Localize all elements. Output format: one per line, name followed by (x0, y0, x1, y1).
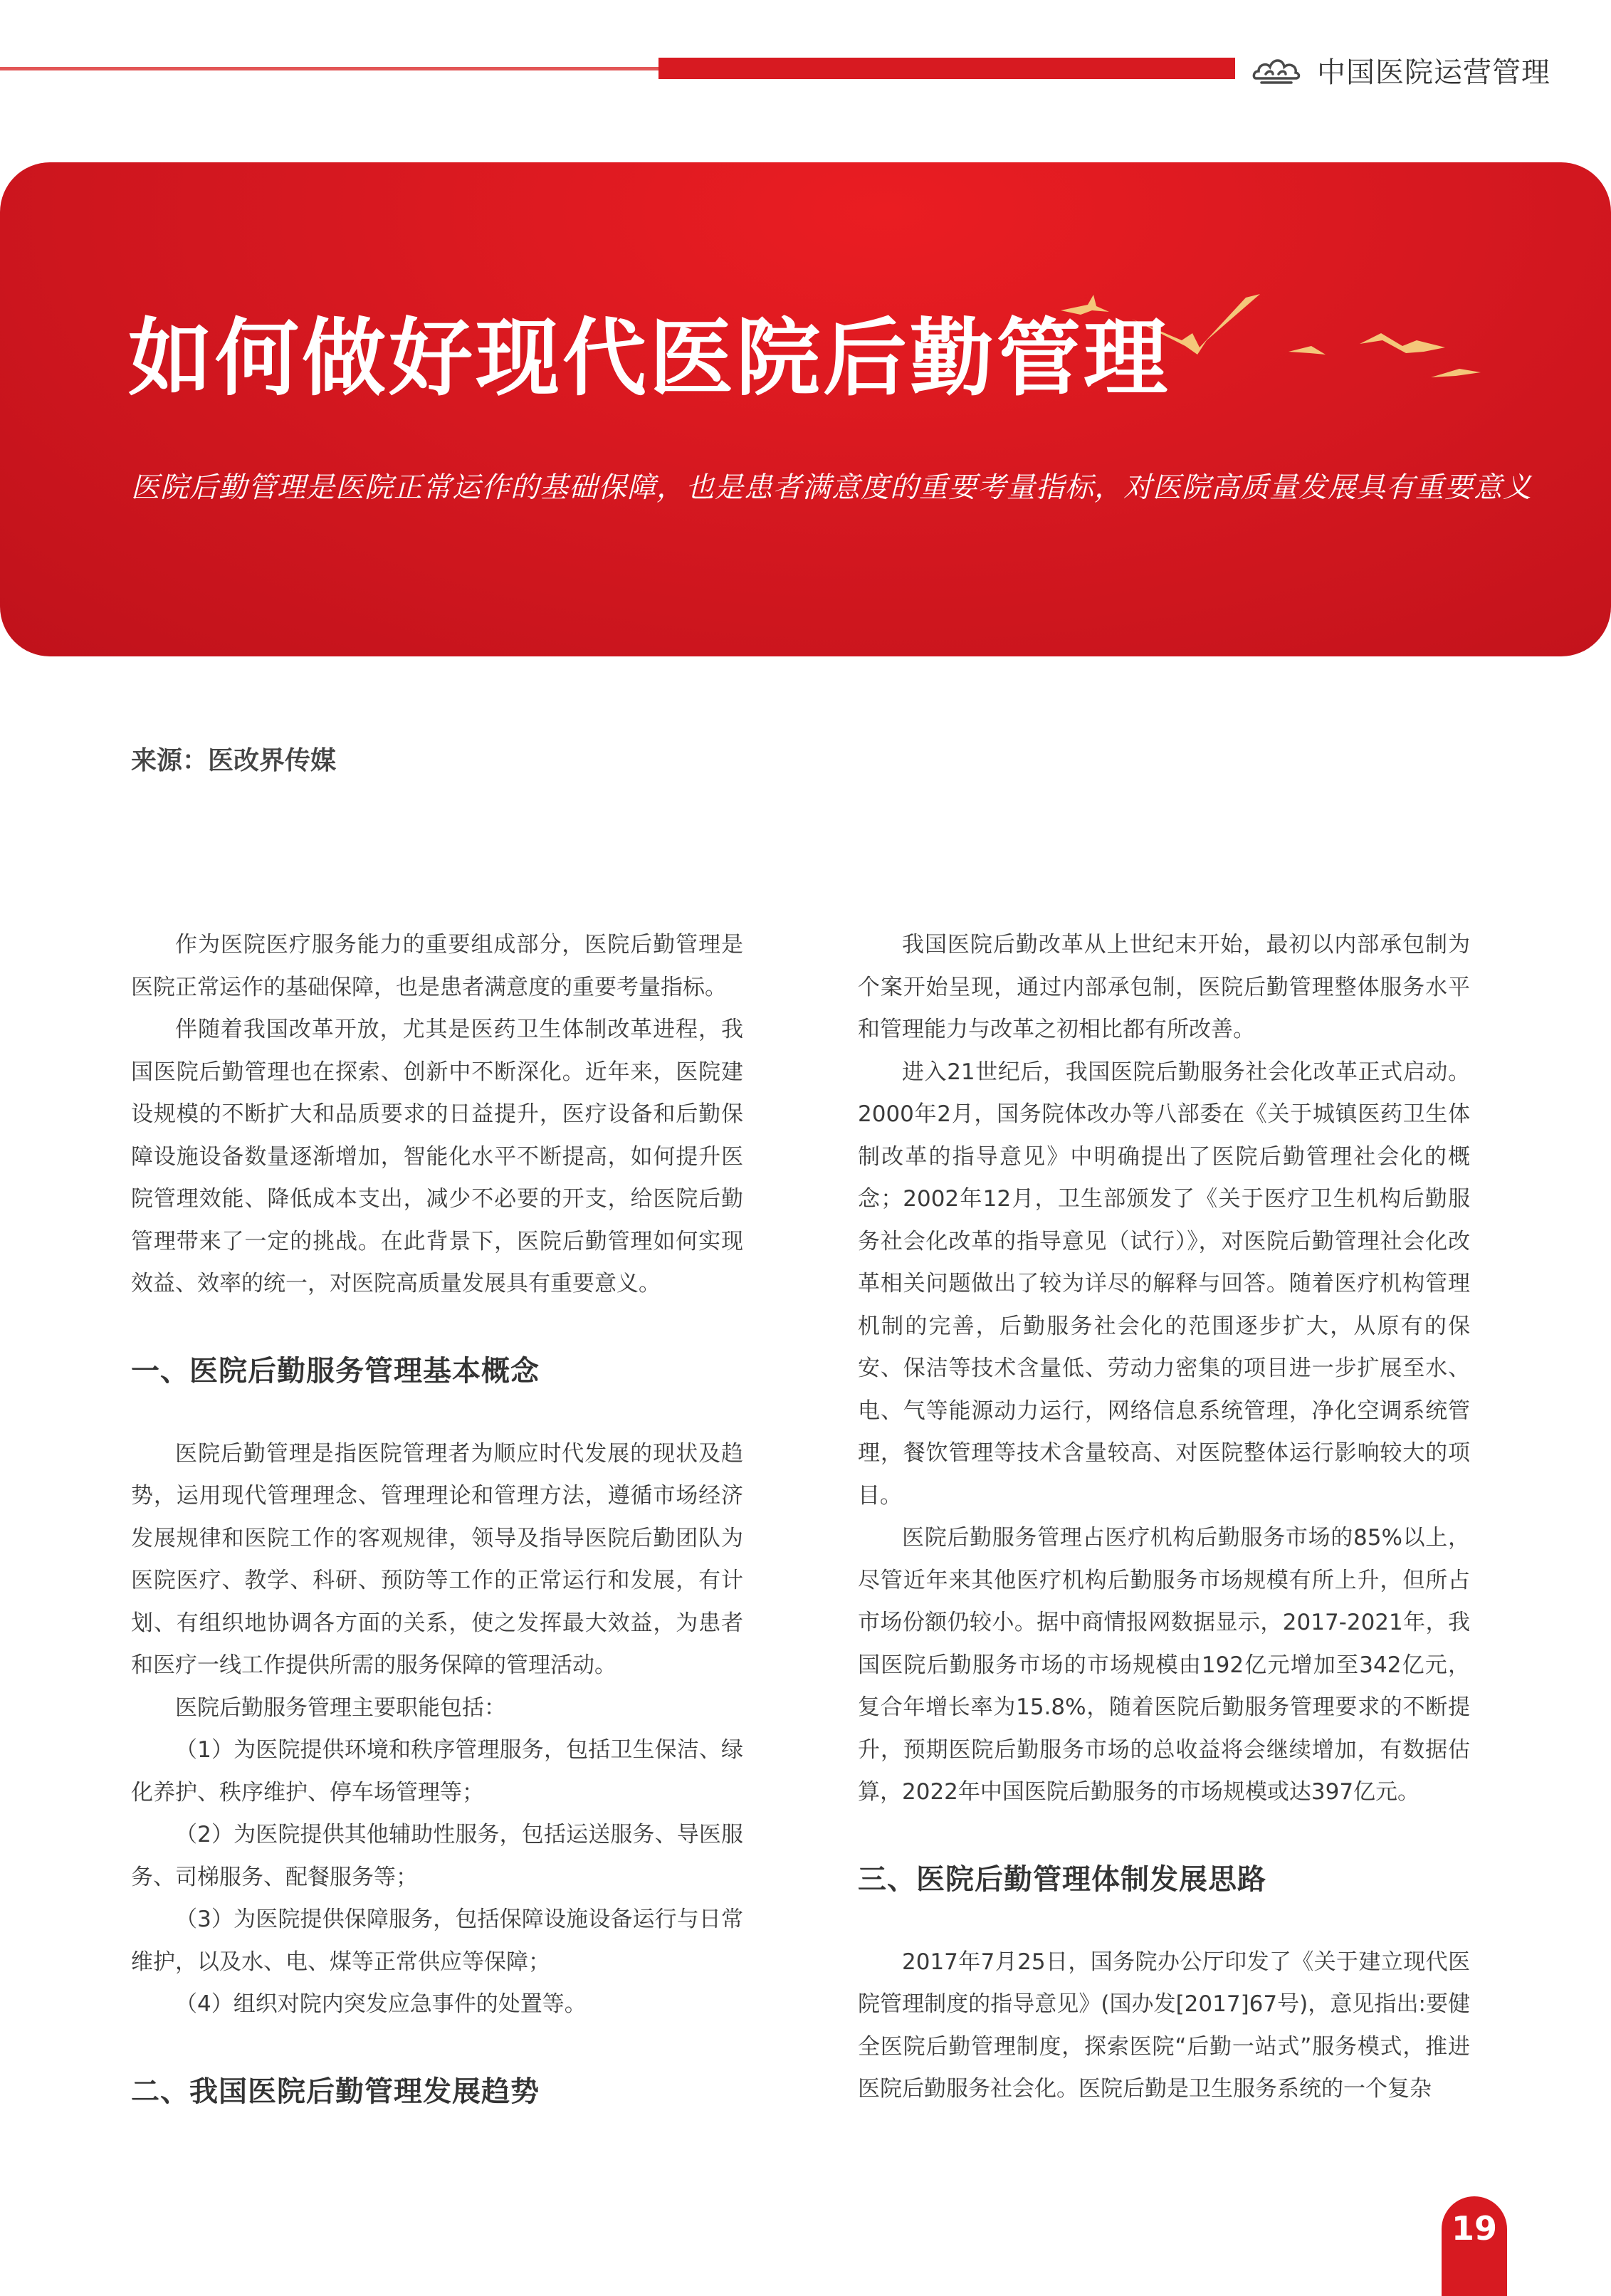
paragraph: 进入21世纪后，我国医院后勤服务社会化改革正式启动。2000年2月，国务院体改办等八部委在《关于城镇医药卫生体制改革的指导意见》中明确提出了医院后勤管理社会化的概念；2002年12月，卫生部颁发了《关于医疗卫生机构后勤服务社会化改革的指导意见（试行）》，对医院后勤管理社会化改革相关问题做出了较为详尽的解释与回答。随着医疗机构管理机制的完善，后勤服务社会化的范围逐步扩大，从原有的保安、保洁等技术含量低、劳动力密集的项目进一步扩展至水、电、气等能源动力运行，网络信息系统管理，净化空调系统管理，餐饮管理等技术含量较高、对医院整体运行影响较大的项目。 (858, 1059, 1470, 1509)
paragraph: 2017年7月25日，国务院办公厅印发了《关于建立现代医院管理制度的指导意见》(国办发[2017]67号)，意见指出:要健全医院后勤管理制度，探索医院“后勤一站式”服务模式，推进医院后勤服务社会化。医院后勤是卫生服务系统的一个复杂 (858, 1949, 1470, 2102)
brand-name: 中国医院运营管理 (1317, 56, 1550, 89)
paragraph: 医院后勤服务管理主要职能包括： (175, 1694, 506, 1721)
title-banner (0, 162, 1611, 656)
page-subtitle: 医院后勤管理是医院正常运作的基础保障，也是患者满意度的重要考量指标，对医院高质量发展具有重要意义 (131, 471, 1532, 504)
paragraph: 伴随着我国改革开放，尤其是医药卫生体制改革进程，我国医院后勤管理也在探索、创新中不断深化。近年来，医院建设规模的不断扩大和品质要求的日益提升，医疗设备和后勤保障设施设备数量逐渐增加，智能化水平不断提高，如何提升医院管理效能、降低成本支出，减少不必要的开支，给医院后勤管理带来了一定的挑战。在此背景下，医院后勤管理如何实现效益、效率的统一，对医院高质量发展具有重要意义。 (131, 1017, 743, 1296)
source-line: 来源：医改界传媒 (131, 746, 337, 775)
right-column (858, 924, 1470, 2111)
paragraph: 医院后勤服务管理占医疗机构后勤服务市场的85%以上，尽管近年来其他医疗机构后勤服务市场规模有所上升，但所占市场份额仍较小。据中商情报网数据显示，2017-2021年，我国医院后勤服务市场的市场规模由192亿元增加至342亿元，复合年增长率为15.8%，随着医院后勤服务管理要求的不断提升，预期医院后勤服务市场的总收益将会继续增加，有数据估算，2022年中国医院后勤服务的市场规模或达397亿元。 (858, 1525, 1470, 1805)
cloud-emblem-icon (1251, 54, 1301, 85)
list-item: （1）为医院提供环境和秩序管理服务，包括卫生保洁、绿化养护、秩序维护、停车场管理等； (131, 1737, 743, 1805)
paragraph: 作为医院医疗服务能力的重要组成部分，医院后勤管理是医院正常运作的基础保障，也是患者满意度的重要考量指标。 (131, 932, 743, 1000)
list-item: （2）为医院提供其他辅助性服务，包括运送服务、导医服务、司梯服务、配餐服务等； (131, 1822, 743, 1890)
section-heading: 二、我国医院后勤管理发展趋势 (131, 2075, 540, 2108)
brand (1251, 47, 1550, 93)
header-accent-bar (658, 58, 1235, 79)
left-column (131, 924, 743, 2109)
page-title: 如何做好现代医院后勤管理 (128, 309, 1171, 407)
paragraph: 医院后勤管理是指医院管理者为顺应时代发展的现状及趋势，运用现代管理理念、管理理论和管理方法，遵循市场经济发展规律和医院工作的客观规律，领导及指导医院后勤团队为医院医疗、教学、科研、预防等工作的正常运行和发展，有计划、有组织地协调各方面的关系，使之发挥最大效益，为患者和医疗一线工作提供所需的服务保障的管理活动。 (131, 1440, 743, 1678)
list-item: （4）组织对院内突发应急事件的处置等。 (175, 1991, 587, 2017)
list-item: （3）为医院提供保障服务，包括保障设施设备运行与日常维护，以及水、电、煤等正常供应等保障； (131, 1907, 743, 1975)
section-heading: 一、医院后勤服务管理基本概念 (131, 1354, 540, 1388)
page-number-badge (1442, 2196, 1507, 2296)
header-thin-line (0, 67, 662, 70)
page-number: 19 (1451, 2209, 1497, 2248)
paragraph: 我国医院后勤改革从上世纪末开始，最初以内部承包制为个案开始呈现，通过内部承包制，医院后勤管理整体服务水平和管理能力与改革之初相比都有所改善。 (858, 932, 1470, 1042)
section-heading: 三、医院后勤管理体制发展思路 (858, 1862, 1266, 1896)
